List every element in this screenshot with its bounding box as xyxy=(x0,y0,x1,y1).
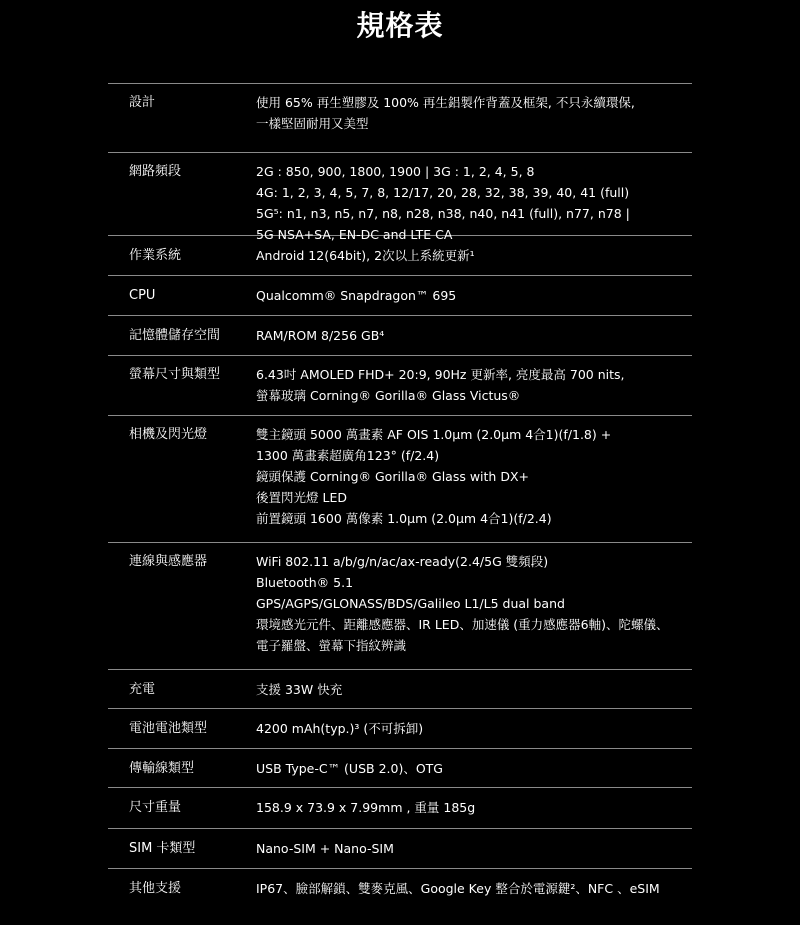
spec-value xyxy=(256,797,692,828)
spec-row xyxy=(108,152,692,242)
spec-value xyxy=(256,679,692,708)
spec-label: 作業系統 xyxy=(129,248,182,263)
spec-label: SIM 卡類型 xyxy=(129,841,196,856)
spec-label: 連線與感應器 xyxy=(129,554,208,569)
spec-value-line: 使用 65% 再生塑膠及 100% 再生鋁製作背蓋及框架, 不只永續環保, xyxy=(256,95,635,110)
spec-value-line: 支援 33W 快充 xyxy=(256,682,343,697)
spec-label: 尺寸重量 xyxy=(129,800,182,815)
spec-row xyxy=(108,542,692,669)
spec-row xyxy=(108,83,692,152)
spec-value xyxy=(256,838,692,868)
spec-value xyxy=(256,364,692,415)
spec-value-line: 螢幕玻璃 Corning® Gorilla® Glass Victus® xyxy=(256,388,521,403)
spec-value-line: Android 12(64bit), 2次以上系統更新¹ xyxy=(256,248,475,263)
spec-value-line: Nano-SIM + Nano-SIM xyxy=(256,841,394,856)
spec-value xyxy=(256,285,692,315)
spec-value xyxy=(256,161,692,242)
spec-value-line: 後置閃光燈 LED xyxy=(256,490,347,505)
spec-row xyxy=(108,669,692,708)
spec-label: 其他支援 xyxy=(129,881,182,896)
spec-value-line: GPS/AGPS/GLONASS/BDS/Galileo L1/L5 dual band xyxy=(256,596,565,611)
spec-row xyxy=(108,275,692,315)
spec-table xyxy=(108,83,692,925)
spec-label: CPU xyxy=(129,288,156,303)
spec-row xyxy=(108,748,692,787)
spec-value xyxy=(256,245,692,275)
spec-label: 記憶體儲存空間 xyxy=(129,328,221,343)
spec-value xyxy=(256,878,692,925)
spec-label: 相機及閃光燈 xyxy=(129,427,208,442)
spec-value-line: 5G⁵: n1, n3, n5, n7, n8, n28, n38, n40, n41 (full), n77, n78 | xyxy=(256,206,630,221)
spec-value-line: Bluetooth® 5.1 xyxy=(256,575,354,590)
spec-row xyxy=(108,355,692,415)
spec-value-line: 1300 萬畫素超廣角123° (f/2.4) xyxy=(256,448,440,463)
spec-value-line: 158.9 x 73.9 x 7.99mm , 重量 185g xyxy=(256,800,476,815)
page-title: 規格表 xyxy=(356,9,444,42)
spec-value-line: 環境感光元件、距離感應器、IR LED、加速儀 (重力感應器6軸)、陀螺儀、 xyxy=(256,617,669,632)
spec-label: 充電 xyxy=(129,682,156,697)
spec-value xyxy=(256,92,692,152)
spec-label: 傳輸線類型 xyxy=(129,761,195,776)
spec-label: 螢幕尺寸與類型 xyxy=(129,367,221,382)
spec-row xyxy=(108,828,692,868)
spec-value-line: 電子羅盤、螢幕下指紋辨識 xyxy=(256,638,407,653)
spec-row xyxy=(108,708,692,748)
spec-row xyxy=(108,415,692,542)
spec-value-line: Qualcomm® Snapdragon™ 695 xyxy=(256,288,457,303)
spec-value-line: USB Type-C™ (USB 2.0)、OTG xyxy=(256,761,443,776)
spec-value-line: 4G: 1, 2, 3, 4, 5, 7, 8, 12/17, 20, 28, 32, 38, 39, 40, 41 (full) xyxy=(256,185,630,200)
spec-value-line: 4200 mAh(typ.)³ (不可拆卸) xyxy=(256,721,424,736)
spec-value-line: 2G : 850, 900, 1800, 1900 | 3G : 1, 2, 4, 5, 8 xyxy=(256,164,535,179)
spec-label: 電池電池類型 xyxy=(129,721,208,736)
spec-label: 網路頻段 xyxy=(129,164,182,179)
spec-value-line: 5G NSA+SA, EN-DC and LTE CA xyxy=(256,227,453,242)
spec-row xyxy=(108,868,692,925)
spec-value-line: WiFi 802.11 a/b/g/n/ac/ax-ready(2.4/5G 雙頻段) xyxy=(256,554,549,569)
spec-value xyxy=(256,551,692,669)
spec-value-line: 雙主鏡頭 5000 萬畫素 AF OIS 1.0μm (2.0μm 4合1)(f/1.8) + xyxy=(256,427,612,442)
spec-row xyxy=(108,787,692,828)
spec-value-line: RAM/ROM 8/256 GB⁴ xyxy=(256,328,385,343)
spec-value-line: 前置鏡頭 1600 萬像素 1.0μm (2.0μm 4合1)(f/2.4) xyxy=(256,511,552,526)
spec-value-line: 一樣堅固耐用又美型 xyxy=(256,116,369,131)
spec-value xyxy=(256,325,692,355)
spec-value xyxy=(256,424,692,542)
spec-value xyxy=(256,758,692,787)
spec-value-line: 6.43吋 AMOLED FHD+ 20:9, 90Hz 更新率, 亮度最高 700 nits, xyxy=(256,367,625,382)
spec-value-line: 鏡頭保護 Corning® Gorilla® Glass with DX+ xyxy=(256,469,529,484)
spec-value xyxy=(256,718,692,748)
spec-row xyxy=(108,315,692,355)
spec-label: 設計 xyxy=(129,95,156,110)
spec-value-line: IP67、臉部解鎖、雙麥克風、Google Key 整合於電源鍵²、NFC 、eSIM xyxy=(256,881,660,896)
